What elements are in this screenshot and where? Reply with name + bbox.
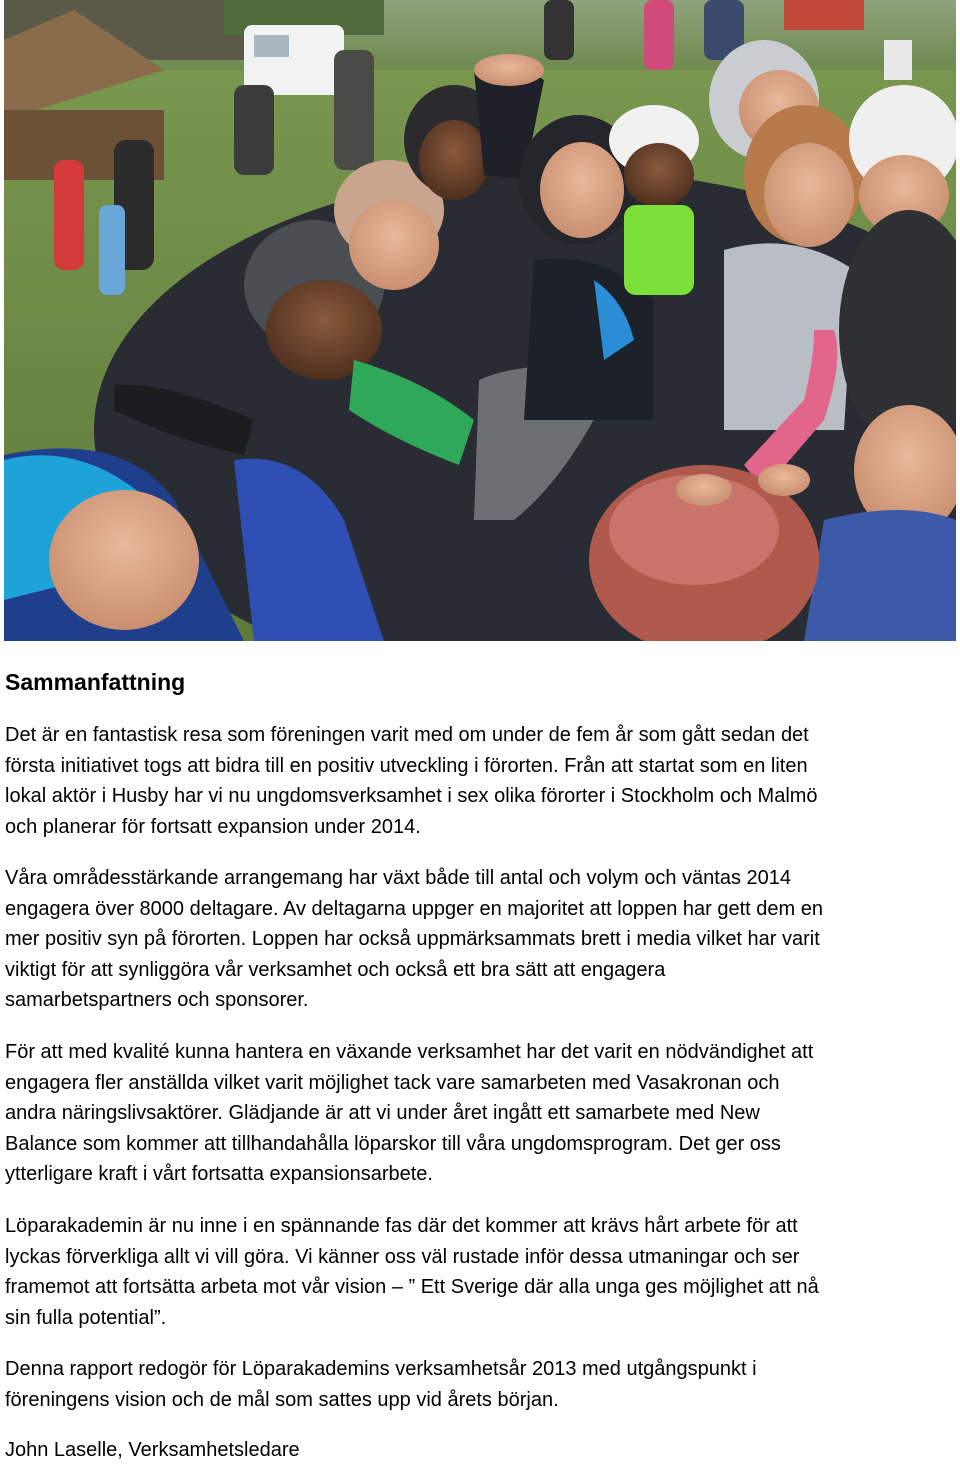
summary-paragraph-1 (5, 720, 955, 842)
text-line: sin fulla potential”. (5, 1306, 167, 1329)
text-line: ytterligare kraft i vårt fortsatta expansionsarbete. (5, 1163, 433, 1185)
text-line: lyckas förverkliga allt vi vill göra. Vi känner oss väl rustade inför dessa utmaningar och ser (5, 1245, 800, 1268)
text-line: Balance som kommer att tillhandahålla löparskor till våra ungdomsprogram. Det ger oss (5, 1132, 781, 1155)
text-line: Det är en fantastisk resa som föreningen varit med om under de fem år som gått sedan det (5, 724, 809, 746)
text-line: engagera över 8000 deltagare. Av deltagarna uppger en majoritet att loppen har gett dem en (5, 897, 823, 920)
text-line: engagera fler anställda vilket varit möjlighet tack vare samarbeten med Vasakronan och (5, 1071, 780, 1094)
text-line: För att med kvalité kunna hantera en växande verksamhet har det varit en nödvändighet att (5, 1041, 814, 1063)
text-line: samarbetspartners och sponsorer. (5, 989, 309, 1011)
text-line: andra näringslivsaktörer. Glädjande är att vi under året ingått ett samarbete med New (5, 1102, 760, 1124)
summary-paragraph-2 (5, 863, 955, 1016)
text-line: Löparakademin är nu inne i en spännande fas där det kommer att krävs hårt arbete för att (5, 1215, 798, 1237)
summary-paragraph-5 (5, 1354, 955, 1415)
summary-paragraph-3 (5, 1037, 955, 1190)
summary-heading: Sammanfattning (5, 669, 186, 695)
signature: John Laselle, Verksamhetsledare (5, 1439, 300, 1461)
text-line: mer positiv syn på förorten. Loppen har också uppmärksammats brett i media vilket har varit (5, 928, 820, 950)
text-line: Våra områdesstärkande arrangemang har växt både till antal och volym och väntas 2014 (5, 867, 792, 889)
summary-paragraph-4 (5, 1211, 955, 1333)
text-line: viktigt för att synliggöra vår verksamhet och också ett bra sätt att engagera (5, 958, 666, 981)
text-line: framemot att fortsätta arbeta mot vår vision – ” Ett Sverige där alla unga ges möjlighet att nå (5, 1276, 819, 1298)
text-line: första initiativet togs att bidra till en positiv utveckling i förorten. Från att startat som en liten (5, 754, 808, 777)
team-huddle-photo (4, 0, 956, 641)
text-line: föreningens vision och de mål som sattes upp vid årets början. (5, 1388, 559, 1411)
text-line: lokal aktör i Husby har vi nu ungdomsverksamhet i sex olika förorter i Stockholm och Malmö (5, 785, 818, 807)
text-line: och planerar för fortsatt expansion under 2014. (5, 815, 421, 838)
text-line: Denna rapport redogör för Löparakademins verksamhetsår 2013 med utgångspunkt i (5, 1358, 757, 1380)
